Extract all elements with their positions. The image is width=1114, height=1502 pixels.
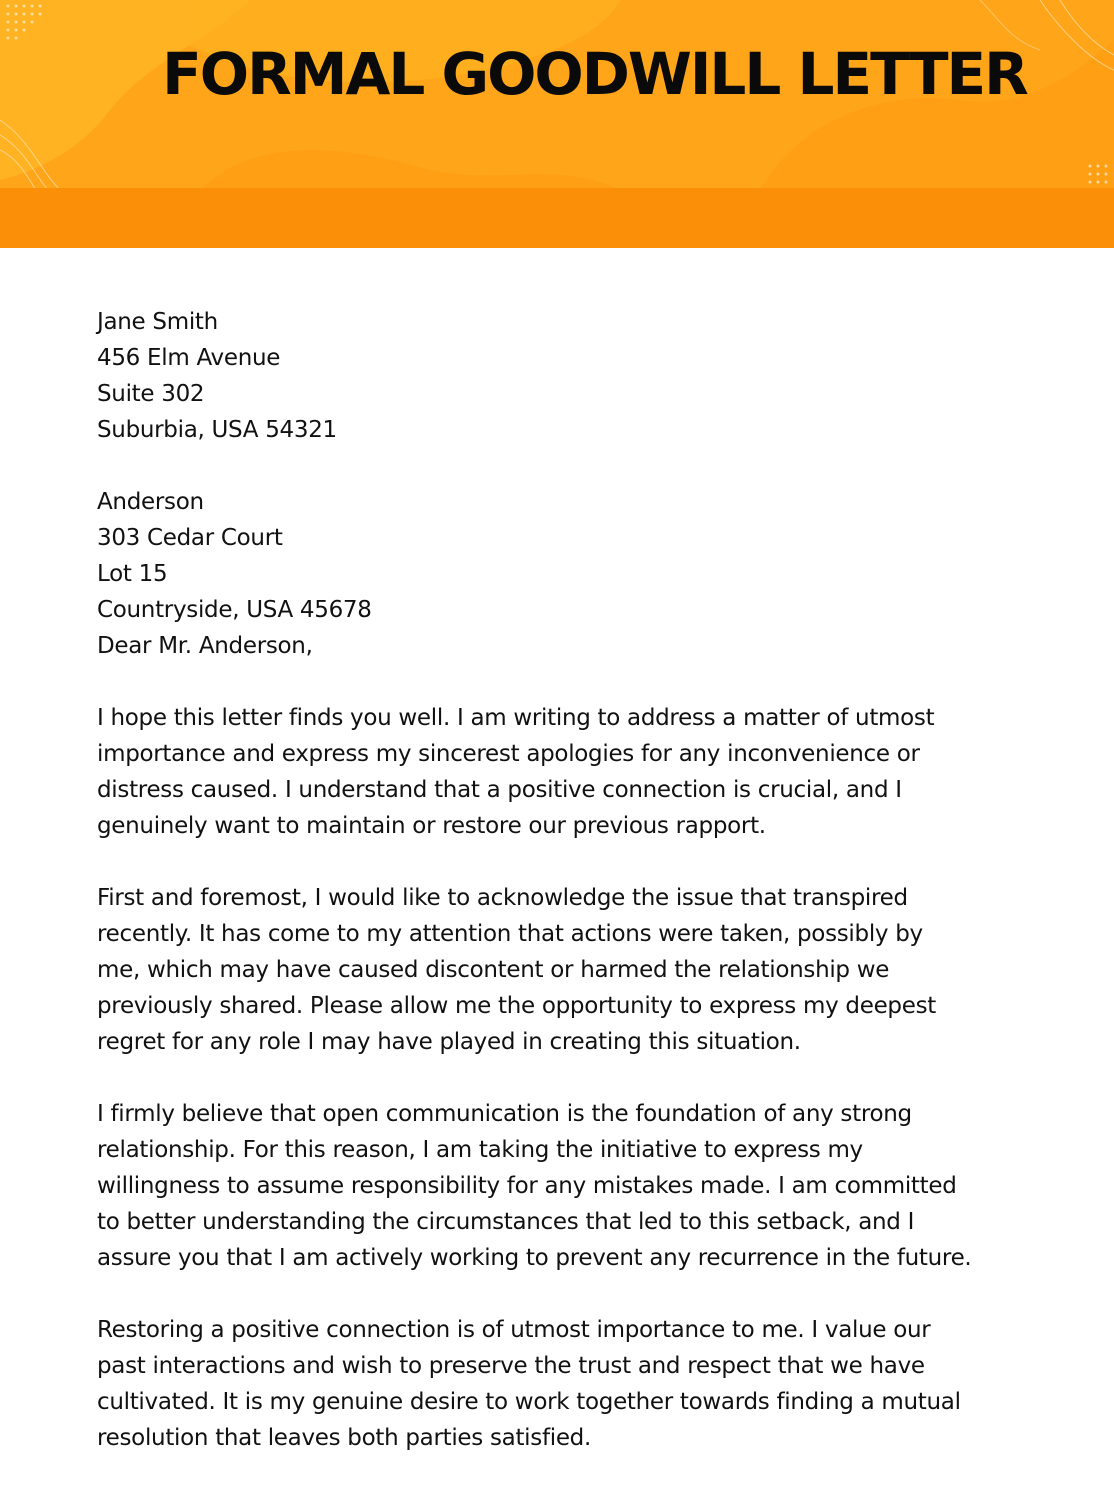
paragraph-line: me, which may have caused discontent or harmed the relationship we (97, 957, 890, 983)
paragraph-line: genuinely want to maintain or restore our previous rapport. (97, 813, 766, 839)
paragraph-line: assure you that I am actively working to prevent any recurrence in the future. (97, 1245, 972, 1271)
paragraph-line: previously shared. Please allow me the opportunity to express my deepest (97, 993, 936, 1019)
paragraph-line: resolution that leaves both parties satisfied. (97, 1425, 591, 1451)
paragraph-line: willingness to assume responsibility for any mistakes made. I am committed (97, 1173, 957, 1199)
paragraph-line: First and foremost, I would like to acknowledge the issue that transpired (97, 885, 908, 911)
paragraph-line: cultivated. It is my genuine desire to work together towards finding a mutual (97, 1389, 961, 1415)
sender-address (97, 304, 1027, 448)
recipient-name: Anderson (97, 489, 204, 515)
paragraph-line: I firmly believe that open communication is the foundation of any strong (97, 1101, 912, 1127)
sender-street: 456 Elm Avenue (97, 345, 281, 371)
letter-body (97, 304, 1027, 1456)
recipient-unit: Lot 15 (97, 561, 168, 587)
paragraph (97, 700, 1027, 844)
paragraph (97, 880, 1027, 1060)
recipient-street: 303 Cedar Court (97, 525, 283, 551)
paragraph-line: past interactions and wish to preserve the trust and respect that we have (97, 1353, 925, 1379)
recipient-address (97, 484, 1027, 628)
page-title: FORMAL GOODWILL LETTER (162, 40, 1027, 108)
paragraph-line: regret for any role I may have played in creating this situation. (97, 1029, 801, 1055)
sender-unit: Suite 302 (97, 381, 205, 407)
recipient-city: Countryside, USA 45678 (97, 597, 372, 623)
paragraph-line: to better understanding the circumstances that led to this setback, and I (97, 1209, 915, 1235)
salutation: Dear Mr. Anderson, (97, 633, 313, 659)
paragraph-line: relationship. For this reason, I am taking the initiative to express my (97, 1137, 863, 1163)
header-background (0, 0, 1114, 248)
paragraph-line: I hope this letter finds you well. I am writing to address a matter of utmost (97, 705, 935, 731)
paragraph-line: distress caused. I understand that a positive connection is crucial, and I (97, 777, 902, 803)
paragraph (97, 1096, 1027, 1276)
sender-name: Jane Smith (97, 309, 218, 335)
sender-city: Suburbia, USA 54321 (97, 417, 337, 443)
header-banner (0, 0, 1114, 248)
paragraph (97, 1312, 1027, 1456)
paragraph-line: Restoring a positive connection is of utmost importance to me. I value our (97, 1317, 931, 1343)
paragraph-line: recently. It has come to my attention that actions were taken, possibly by (97, 921, 923, 947)
paragraph-line: importance and express my sincerest apologies for any inconvenience or (97, 741, 920, 767)
